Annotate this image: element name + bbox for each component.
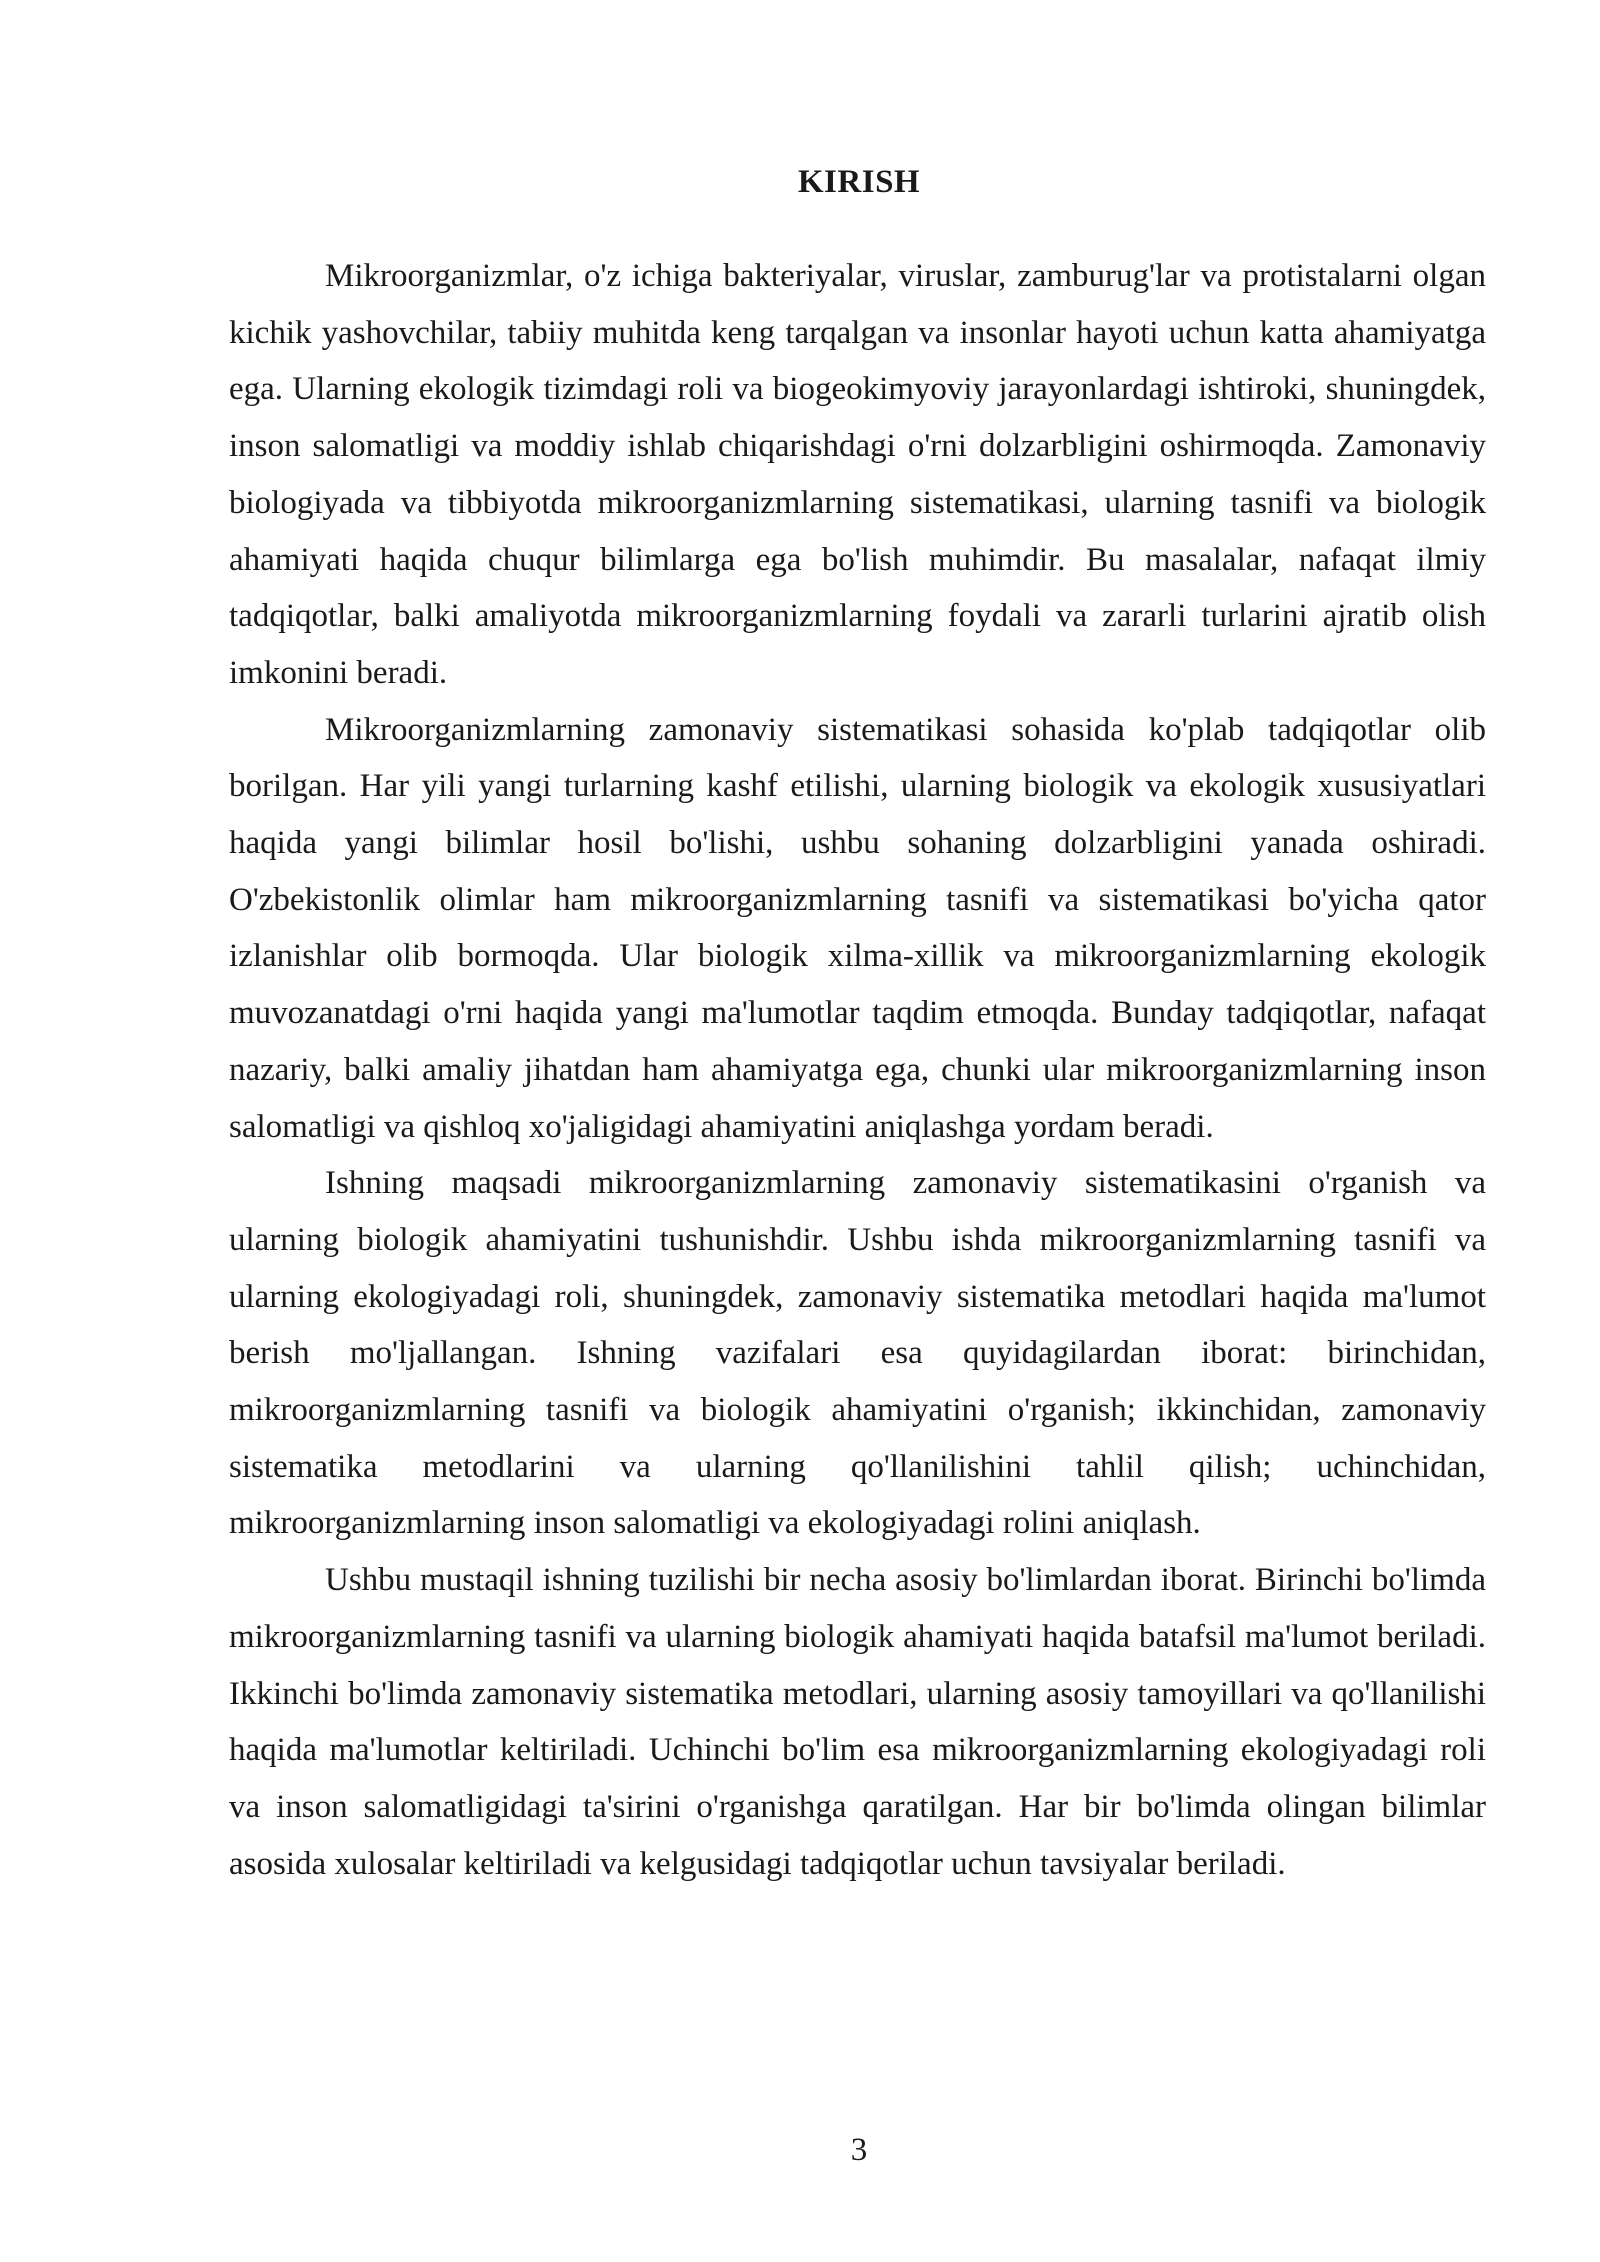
paragraph-structure: Ushbu mustaqil ishning tuzilishi bir necha asosiy bo'limlardan iborat. Birinchi bo'limda mikroorganizmlarning tasnifi va ularning biologik ahamiyati haqida batafsil ma'lumot beriladi. Ikkinchi bo'limda zamonaviy sistematika metodlari, ularning asosiy tamoyillari va qo'llanilishi haqida ma'lumotlar keltiriladi. Uchinchi bo'lim esa mikroorganizmlarning ekologiyadagi roli va inson salomatligidagi ta'sirini o'rganishga qaratilgan. Har bir bo'limda olingan bilimlar asosida xulosalar keltiriladi va kelgusidagi tadqiqotlar uchun tavsiyalar beriladi.: [229, 1562, 1486, 1882]
page-title: KIRISH: [797, 164, 921, 200]
paragraph-introduction: Mikroorganizmlar, o'z ichiga bakteriyalar, viruslar, zamburug'lar va protistalarni olgan kichik yashovchilar, tabiiy muhitda keng tarqalgan va insonlar hayoti uchun katta ahamiyatga ega. Ularning ekologik tizimdagi roli va biogeokimyoviy jarayonlardagi ishtiroki, shuningdek, inson salomatligi va moddiy ishlab chiqarishdagi o'rni dolzarbligini oshirmoqda. Zamonaviy biologiyada va tibbiyotda mikroorganizmlarning sistematikasi, ularning tasnifi va biologik ahamiyati haqida chuqur bilimlarga ega bo'lish muhimdir. Bu masalalar, nafaqat ilmiy tadqiqotlar, balki amaliyotda mikroorganizmlarning foydali va zararli turlarini ajratib olish imkonini beradi.: [229, 258, 1486, 691]
page-number: 3: [850, 2132, 868, 2168]
paragraph-research-overview: Mikroorganizmlarning zamonaviy sistematikasi sohasida ko'plab tadqiqotlar olib borilgan. Har yili yangi turlarning kashf etilishi, ularning biologik va ekologik xususiyatlari haqida yangi bilimlar hosil bo'lishi, ushbu sohaning dolzarbligini yanada oshiradi. O'zbekistonlik olimlar ham mikroorganizmlarning tasnifi va sistematikasi bo'yicha qator izlanishlar olib bormoqda. Ular biologik xilma-xillik va mikroorganizmlarning ekologik muvozanatdagi o'rni haqida yangi ma'lumotlar taqdim etmoqda. Bunday tadqiqotlar, nafaqat nazariy, balki amaliy jihatdan ham ahamiyatga ega, chunki ular mikroorganizmlarning inson salomatligi va qishloq xo'jaligidagi ahamiyatini aniqlashga yordam beradi.: [229, 711, 1486, 1145]
body-text: [229, 248, 1486, 1892]
paragraph-goals-tasks: Ishning maqsadi mikroorganizmlarning zamonaviy sistematikasini o'rganish va ularning biologik ahamiyatini tushunishdir. Ushbu ishda mikroorganizmlarning tasnifi va ularning ekologiyadagi roli, shuningdek, zamonaviy sistematika metodlari haqida ma'lumot berish mo'ljallangan. Ishning vazifalari esa quyidagilardan iborat: birinchidan, mikroorganizmlarning tasnifi va biologik ahamiyatini o'rganish; ikkinchidan, zamonaviy sistematika metodlarini va ularning qo'llanilishini tahlil qilish; uchinchidan, mikroorganizmlarning inson salomatligi va ekologiyadagi rolini aniqlash.: [229, 1165, 1486, 1542]
